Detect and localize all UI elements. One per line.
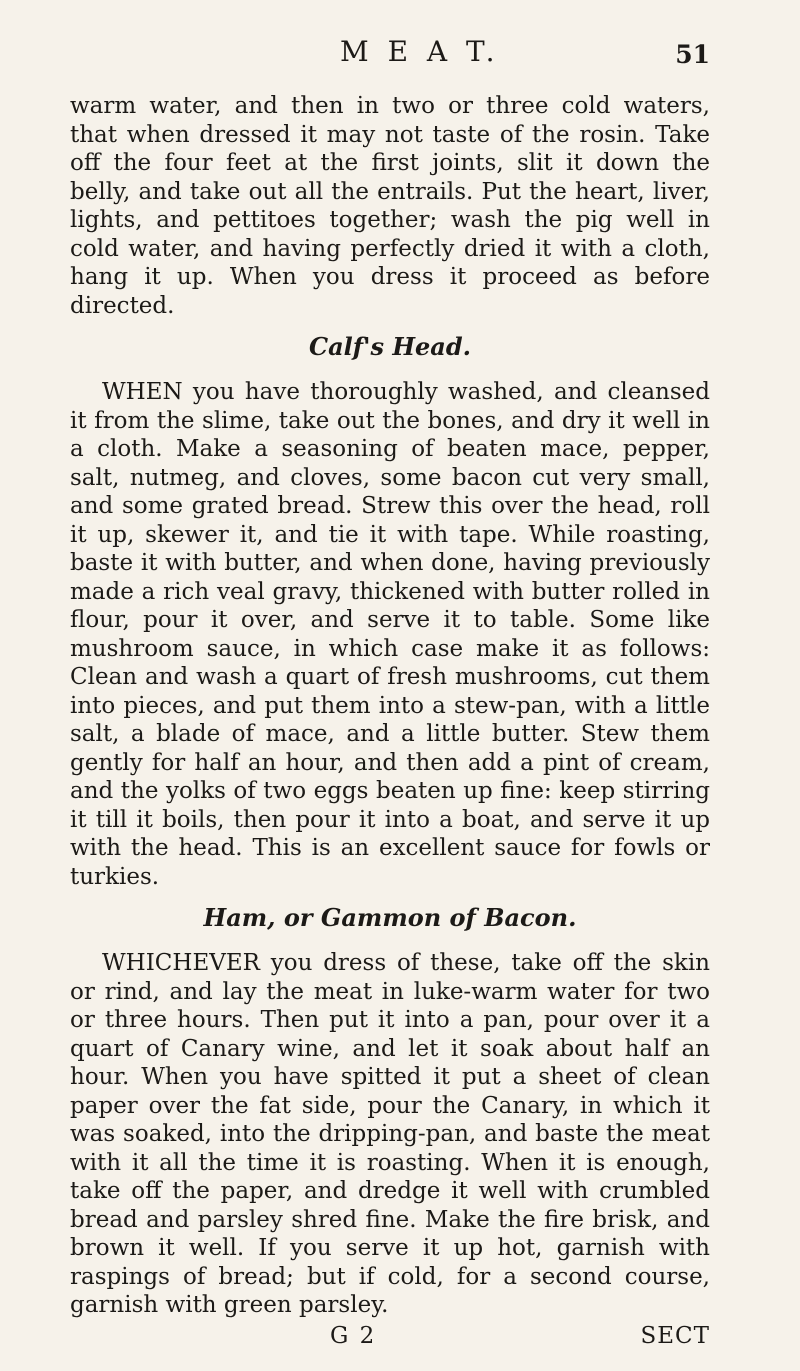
signature-mark: G 2 [330,1322,377,1349]
catchword: SECT [640,1322,710,1349]
running-title: M E A T. [340,35,500,68]
calfs-head-paragraph: WHEN you have thoroughly washed, and cleansed it from the slime, take out the bones, and dry it well in a cloth. Make a seasoning of beaten mace, pepper, salt, nutmeg, and cloves, some bacon cut very small, and some grated bread. Strew this over the head, roll it up, skewer it, and tie it with tape. While roasting, baste it with butter, and when done, having previously made a rich veal gravy, thickened with butter rolled in flour, pour it over, and serve it to table. Some like mushroom sauce, in which case make it as follows: Clean and wash a quart of fresh mushrooms, cut them into pieces, and put them into a stew-pan, with a little salt, a blade of mace, and a little butter. Stew them gently for half an hour, and then add a pint of cream, and the yolks of two eggs beaten up fine: keep stirring it till it boils, then pour it into a boat, and serve it up with the head. This is an excellent sauce for fowls or turkies. [70,379,710,890]
page-footer [70,1322,710,1352]
opening-paragraph: warm water, and then in two or three cold waters, that when dressed it may not taste of the rosin. Take off the four feet at the first joints, slit it down the belly, and take out all the entrails. Put the heart, liver, lights, and pettitoes together; wash the pig well in cold water, and having perfectly dried it with a cloth, hang it up. When you dress it proceed as before directed. [70,93,710,319]
calfs-head-heading: Calf's Head. [309,332,471,361]
body-text [70,92,710,1352]
running-head [0,35,800,88]
page-number: 51 [675,40,710,69]
ham-heading: Ham, or Gammon of Bacon. [203,903,577,932]
ham-paragraph: WHICHEVER you dress of these, take off the skin or rind, and lay the meat in luke-warm water for two or three hours. Then put it into a pan, pour over it a quart of Canary wine, and let it soak about half an hour. When you have spitted it put a sheet of clean paper over the fat side, pour the Canary, in which it was soaked, into the dripping-pan, and baste the meat with it all the time it is roasting. When it is enough, take off the paper, and dredge it well with crumbled bread and parsley shred fine. Make the fire brisk, and brown it well. If you serve it up hot, garnish with raspings of bread; but if cold, for a second course, garnish with green parsley. [70,950,710,1318]
